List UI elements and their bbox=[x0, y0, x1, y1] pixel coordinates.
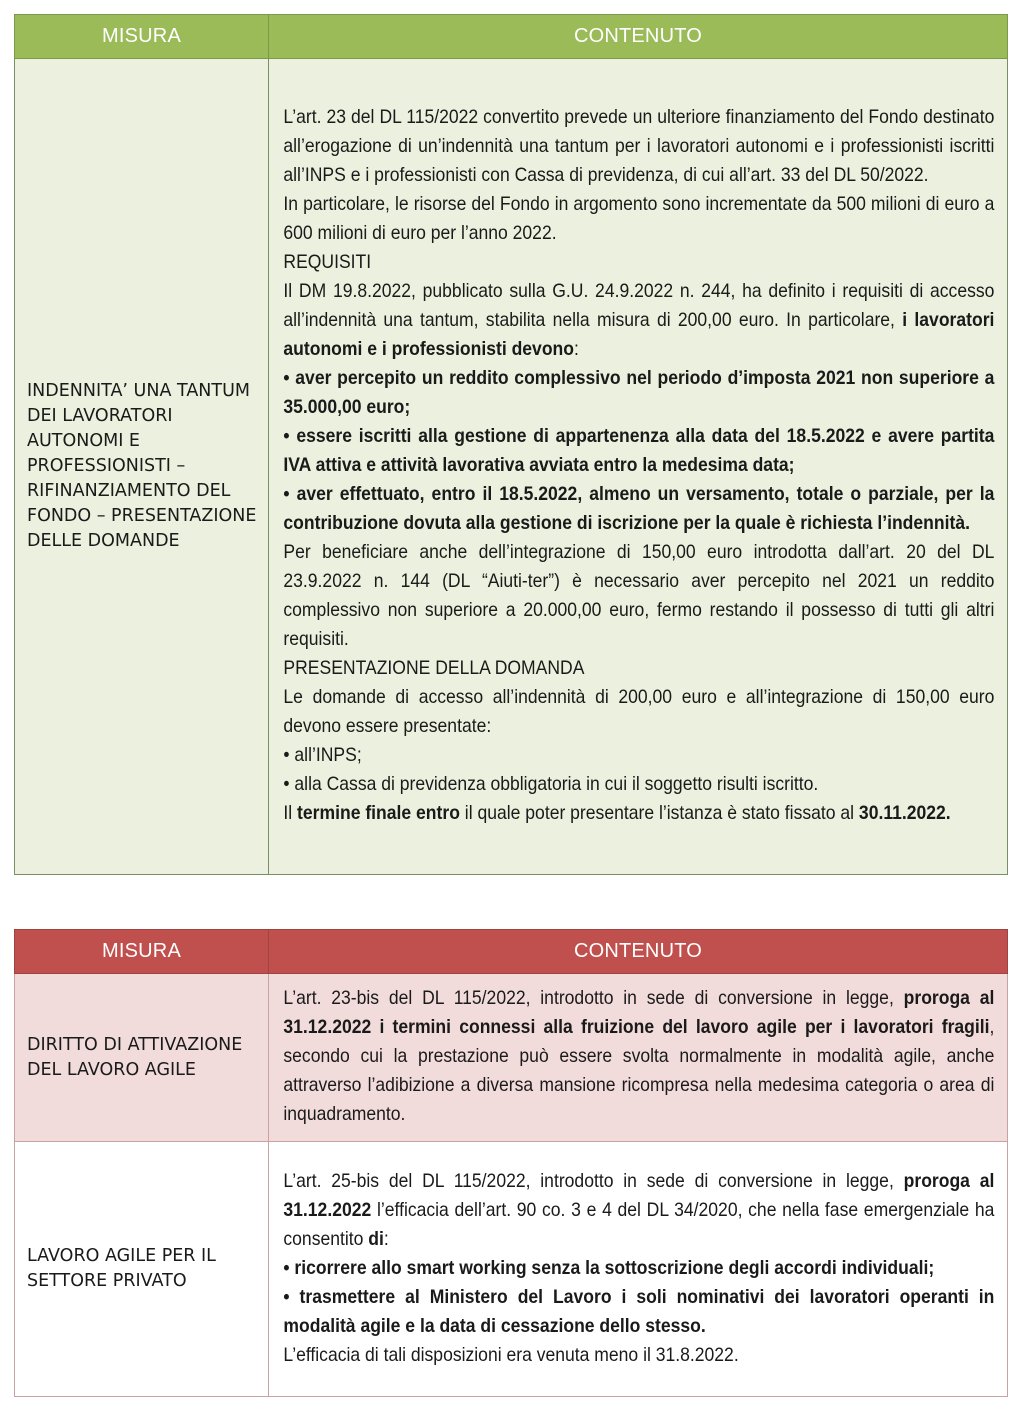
section-heading-presentazione: PRESENTAZIONE DELLA DOMANDA bbox=[283, 657, 585, 679]
paragraph: L’art. 25-bis del DL 115/2022, introdotto in sede di conversione in legge, proroga al 31.12.2022 l’efficacia dell’art. 90 co. 3 e 4 del DL 34/2020, che nella fase emergenziale ha consentito di: bbox=[283, 1169, 995, 1250]
contenuto-cell bbox=[269, 59, 1008, 875]
table-row bbox=[15, 974, 1008, 1142]
misura-cell bbox=[15, 974, 269, 1142]
table-row bbox=[15, 1142, 1008, 1397]
table-header-row bbox=[15, 15, 1008, 59]
contenuto-text bbox=[269, 1163, 1005, 1376]
column-header-misura: MISURA bbox=[15, 930, 269, 974]
column-header-misura: MISURA bbox=[15, 15, 269, 59]
column-header-contenuto: CONTENUTO bbox=[269, 15, 1008, 59]
table-header-row bbox=[15, 930, 1008, 974]
contenuto-text bbox=[269, 980, 1005, 1135]
misura-cell bbox=[15, 59, 269, 875]
misura-label: INDENNITA’ UNA TANTUM DEI LAVORATORI AUTONOMI E PROFESSIONISTI – RIFINANZIAMENTO DEL FONDO – PRESENTAZIONE DELLE DOMANDE bbox=[27, 381, 257, 551]
contenuto-cell bbox=[269, 1142, 1008, 1397]
bullet-item: • aver effettuato, entro il 18.5.2022, almeno un versamento, totale o parziale, per la contribuzione dovuta alla gestione di iscrizione per la quale è richiesta l’indennità. bbox=[283, 483, 995, 534]
bullet-item: • all’INPS; bbox=[283, 744, 362, 766]
bullet-item: • essere iscritti alla gestione di appartenenza alla data del 18.5.2022 e avere partita IVA attiva e attività lavorativa avviata entro la medesima data; bbox=[283, 425, 995, 476]
table-row bbox=[15, 59, 1008, 875]
misura-cell bbox=[15, 1142, 269, 1397]
misura-label: LAVORO AGILE PER IL SETTORE PRIVATO bbox=[27, 1246, 216, 1291]
paragraph: Il termine finale entro il quale poter presentare l’istanza è stato fissato al 30.11.2022. bbox=[283, 802, 951, 824]
bullet-item: • alla Cassa di previdenza obbligatoria in cui il soggetto risulti iscritto. bbox=[283, 773, 819, 795]
section-heading-requisiti: REQUISITI bbox=[283, 251, 372, 273]
measures-table-green bbox=[14, 14, 1008, 875]
paragraph: L’efficacia di tali disposizioni era venuta meno il 31.8.2022. bbox=[283, 1343, 739, 1366]
paragraph: In particolare, le risorse del Fondo in argomento sono incrementate da 500 milioni di euro a 600 milioni di euro per l’anno 2022. bbox=[283, 193, 995, 244]
paragraph: Il DM 19.8.2022, pubblicato sulla G.U. 24.9.2022 n. 244, ha definito i requisiti di accesso all’indennità una tantum, stabilita nella misura di 200,00 euro. In particolare, i lavoratori autonomi e i professionisti devono: bbox=[283, 280, 995, 360]
bullet-item: • aver percepito un reddito complessivo nel periodo d’imposta 2021 non superiore a 35.000,00 euro; bbox=[283, 367, 995, 418]
paragraph: L’art. 23-bis del DL 115/2022, introdotto in sede di conversione in legge, proroga al 31.12.2022 i termini connessi alla fruizione del lavoro agile per i lavoratori fragili, secondo cui la prestazione può essere svolta normalmente in modalità agile, anche attraverso l’adibizione a diversa mansione ricompresa nella medesima categoria o area di inquadramento. bbox=[283, 987, 995, 1125]
column-header-contenuto: CONTENUTO bbox=[269, 930, 1008, 974]
bullet-item: • ricorrere allo smart working senza la sottoscrizione degli accordi individuali; bbox=[283, 1256, 935, 1279]
misura-label: DIRITTO DI ATTIVAZIONE DEL LAVORO AGILE bbox=[27, 1034, 243, 1080]
paragraph: Le domande di accesso all’indennità di 200,00 euro e all’integrazione di 150,00 euro devono essere presentate: bbox=[283, 686, 995, 737]
bullet-item: • trasmettere al Ministero del Lavoro i soli nominativi dei lavoratori operanti in modalità agile e la data di cessazione dello stesso. bbox=[283, 1285, 995, 1337]
contenuto-cell bbox=[269, 974, 1008, 1142]
paragraph: Per beneficiare anche dell’integrazione di 150,00 euro introdotta dall’art. 20 del DL 23.9.2022 n. 144 (DL “Aiuti-ter”) è necessario aver percepito nel 2021 un reddito complessivo non superiore a 20.000,00 euro, fermo restando il possesso di tutti gli altri requisiti. bbox=[283, 541, 995, 650]
paragraph: L’art. 23 del DL 115/2022 convertito prevede un ulteriore finanziamento del Fondo destinato all’erogazione di un’indennità una tantum per i lavoratori autonomi e i professionisti iscritti all’INPS e i professionisti con Cassa di previdenza, di cui all’art. 33 del DL 50/2022. bbox=[283, 106, 995, 186]
measures-table-red bbox=[14, 929, 1008, 1397]
contenuto-text bbox=[269, 99, 1005, 834]
